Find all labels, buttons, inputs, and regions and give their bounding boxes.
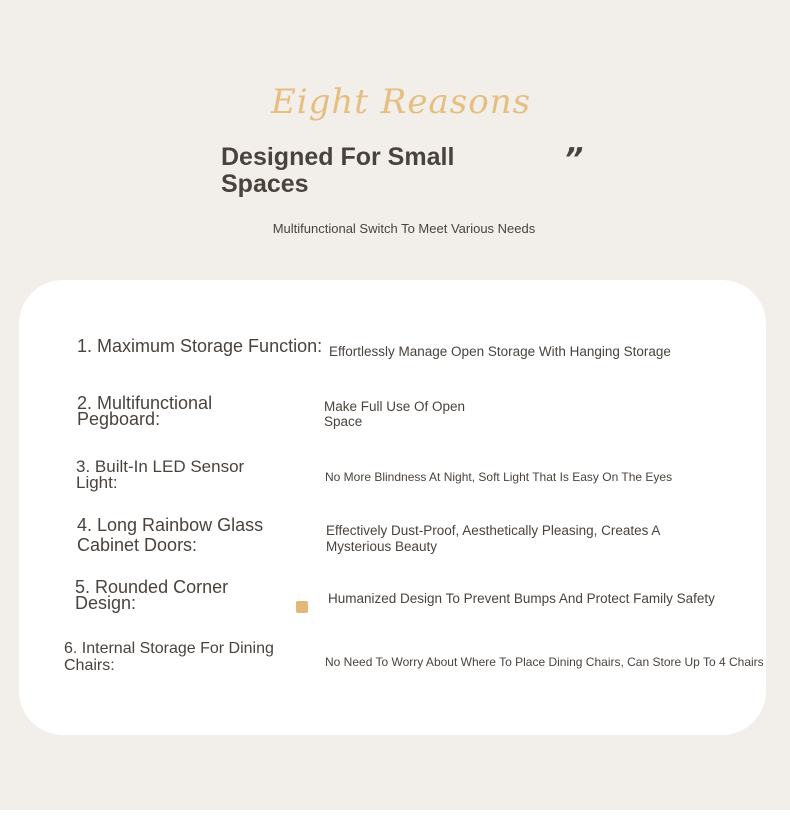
feature-5-label-line-1: 5. Rounded Corner [75, 577, 229, 597]
feature-5-description: Humanized Design To Prevent Bumps And Protect Family Safety [328, 591, 715, 606]
feature-1-label: 1. Maximum Storage Function: [77, 336, 323, 356]
feature-3-label [76, 459, 244, 491]
feature-4-description-line-2: Mysterious Beauty [326, 539, 438, 554]
feature-2-description-line-2: Space [324, 414, 363, 429]
headline-line-1: Designed For Small [221, 143, 455, 171]
feature-6-description: No Need To Worry About Where To Place Dining Chairs, Can Store Up To 4 Chairs [325, 655, 764, 669]
feature-2-description-line-1: Make Full Use Of Open [324, 399, 466, 414]
headline-line-2: Spaces [221, 170, 309, 198]
feature-2-label-line-2: Pegboard: [77, 409, 161, 429]
script-title: Eight Reasons [270, 82, 532, 122]
feature-3-label-line-2: Light: [76, 473, 118, 492]
feature-4-label [77, 515, 263, 555]
accent-square-icon [296, 601, 308, 613]
feature-2-label-line-1: 2. Multifunctional [77, 393, 213, 413]
feature-4-label-line-2: Cabinet Doors: [77, 535, 198, 555]
feature-5-label-line-2: Design: [75, 593, 137, 613]
feature-6-label [64, 640, 274, 674]
feature-3-label-line-1: 3. Built-In LED Sensor [76, 457, 245, 476]
feature-6-label-line-2: Chairs: [64, 657, 115, 674]
feature-3-description: No More Blindness At Night, Soft Light That Is Easy On The Eyes [325, 470, 673, 484]
subtitle: Multifunctional Switch To Meet Various Needs [272, 221, 536, 236]
feature-4-description-line-1: Effectively Dust-Proof, Aesthetically Pleasing, Creates A [326, 523, 661, 538]
feature-5-label [75, 579, 228, 611]
feature-1-description: Effortlessly Manage Open Storage With Hanging Storage [329, 344, 671, 359]
feature-4-label-line-1: 4. Long Rainbow Glass [77, 515, 264, 535]
page-title [221, 144, 481, 198]
feature-2-description [324, 399, 465, 429]
feature-6-label-line-1: 6. Internal Storage For Dining [64, 640, 274, 657]
bottom-strip [0, 810, 790, 820]
quote-mark-icon: ” [564, 142, 584, 177]
feature-4-description [326, 523, 660, 555]
feature-2-label [77, 395, 212, 427]
